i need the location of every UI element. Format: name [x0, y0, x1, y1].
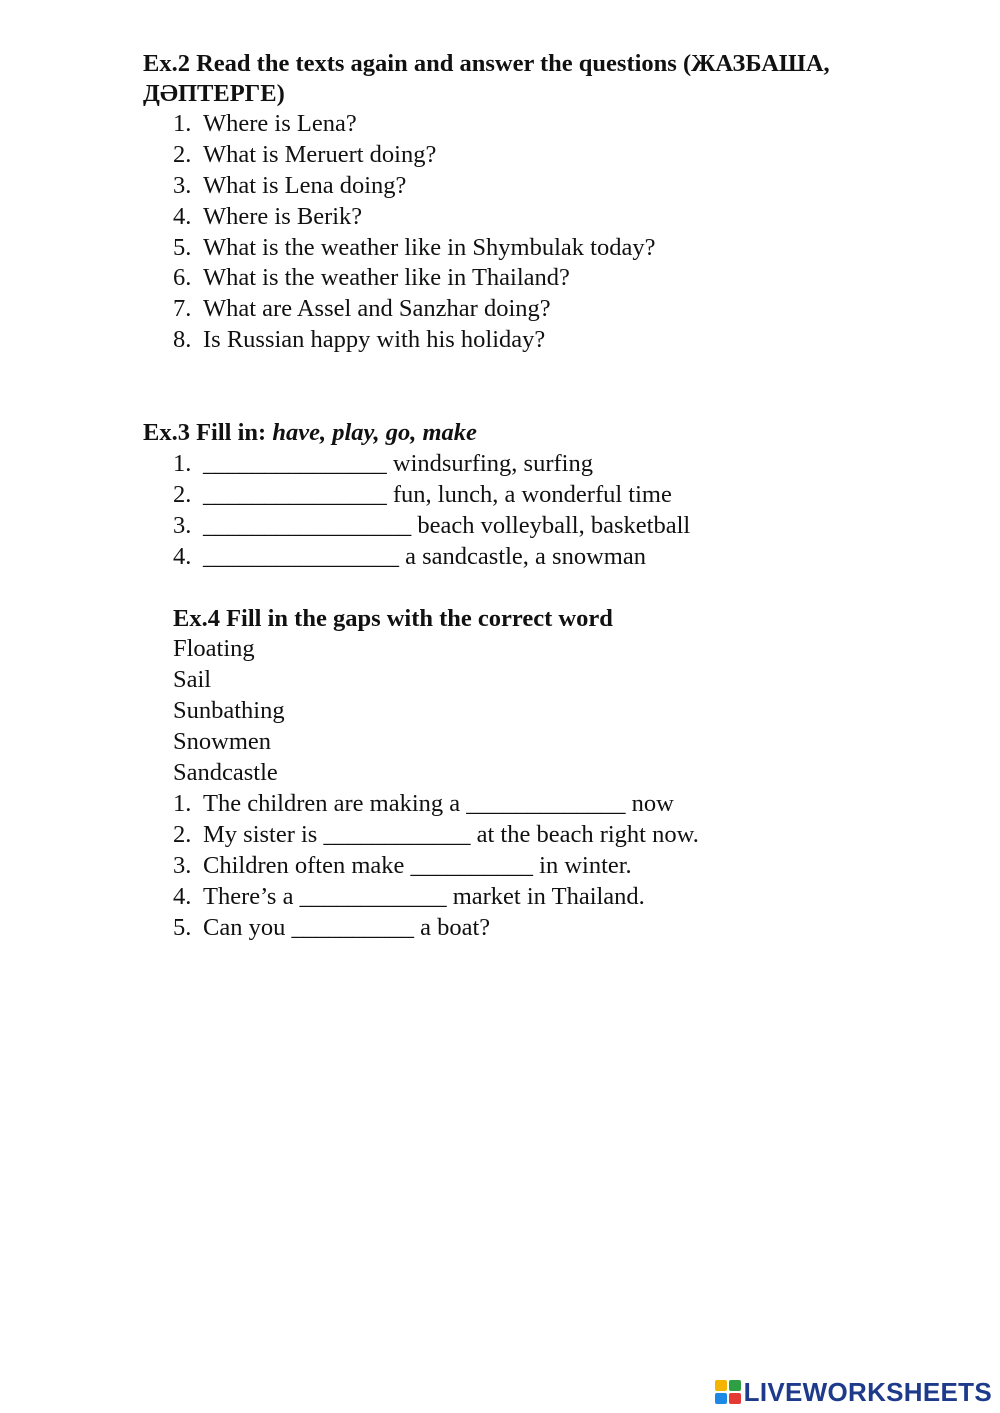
liveworksheets-logo-icon [715, 1380, 741, 1404]
list-item: 2. _______________ fun, lunch, a wonderful time [173, 480, 672, 508]
list-item: 8. Is Russian happy with his holiday? [173, 326, 546, 354]
brand-text: LIVEWORKSHEETS [743, 1376, 992, 1407]
logo-square [729, 1380, 741, 1391]
word-bank-item: Sunbathing [173, 696, 285, 724]
list-item: 6. What is the weather like in Thailand? [173, 264, 570, 292]
list-item: 1. Where is Lena? [173, 110, 357, 137]
logo-square [715, 1380, 727, 1391]
list-item: 3. What is Lena doing? [173, 171, 407, 199]
list-item: 1. _______________ windsurfing, surfing [173, 450, 593, 477]
liveworksheets-logo [715, 1377, 992, 1407]
ex4-sentence-list [173, 789, 699, 943]
logo-square [715, 1393, 727, 1404]
list-item: 7. What are Assel and Sanzhar doing? [173, 295, 551, 323]
list-item: 3. _________________ beach volleyball, basketball [173, 511, 691, 539]
list-item: 3. Children often make __________ in winter. [173, 851, 632, 879]
list-item: 4. There’s a ____________ market in Thailand. [173, 882, 645, 910]
list-item: 4. ________________ a sandcastle, a snowman [173, 542, 646, 570]
list-item: 2. What is Meruert doing? [173, 140, 437, 168]
list-item: 2. My sister is ____________ at the beach right now. [173, 820, 699, 848]
word-bank-item: Sail [173, 665, 212, 693]
list-item: 1. The children are making a _____________ now [173, 790, 674, 817]
ex2-title: Ex.2 Read the texts again and answer the questions (ЖАЗБАША, ДӘПТЕРГЕ) [143, 50, 830, 107]
ex3-fill-list [173, 449, 690, 573]
word-bank-item: Sandcastle [173, 758, 278, 786]
ex4-title: Ex.4 Fill in the gaps with the correct word [173, 605, 613, 632]
ex3-title: Ex.3 Fill in: have, play, go, make [143, 419, 477, 446]
list-item: 5. Can you __________ a boat? [173, 913, 491, 941]
ex2-question-list [173, 109, 655, 356]
word-bank-item: Snowmen [173, 727, 271, 755]
logo-square [729, 1393, 741, 1404]
list-item: 5. What is the weather like in Shymbulak today? [173, 233, 656, 261]
ex3-word-options: have, play, go, make [272, 419, 477, 446]
list-item: 4. Where is Berik? [173, 202, 363, 230]
ex4-word-bank [173, 634, 285, 788]
word-bank-item: Floating [173, 635, 255, 662]
